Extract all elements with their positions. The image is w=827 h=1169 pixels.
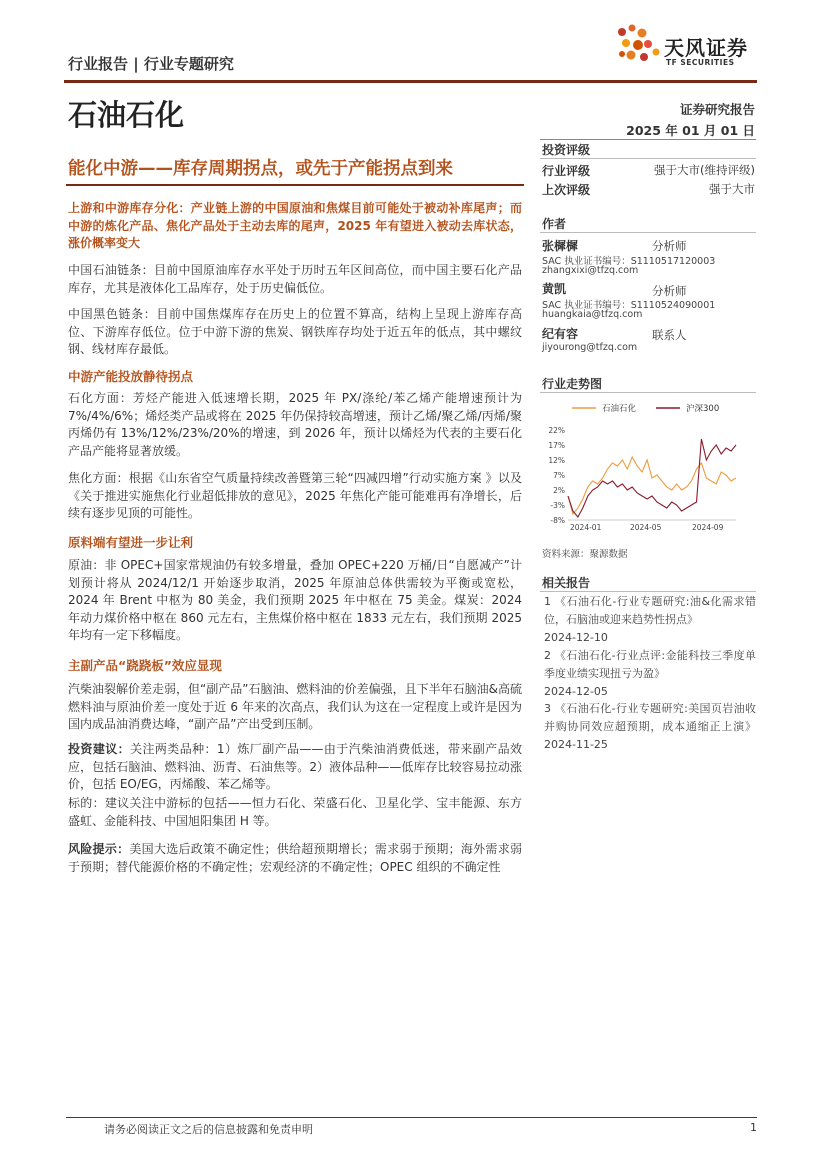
authors-rule — [540, 232, 756, 233]
y-tick-label: 2% — [553, 486, 565, 495]
related-report[interactable] — [544, 700, 756, 754]
related-report-date: 2024-12-05 — [544, 685, 608, 698]
trend-rule — [540, 392, 756, 393]
y-tick-label: -3% — [550, 501, 565, 510]
report-date: 2025 年 01 月 01 日 — [626, 123, 755, 138]
author-name: 纪有容 — [542, 327, 579, 341]
y-tick-label: 12% — [548, 456, 565, 465]
investment-text: 关注两类品种：1）炼厂副产品——由于汽柴油消费低迷，带来副产品效应，包括石脑油、燃料油、沥青、石油焦等。2）液体品种——低库存比较容易拉动涨价，包括 EO/EG，丙烯酸、苯乙烯等。 — [68, 742, 522, 791]
risk-label: 风险提示： — [68, 842, 130, 856]
section-heading-byproduct: 主副产品“跷跷板”效应显现 — [68, 658, 222, 673]
related-report-date: 2024-11-25 — [544, 738, 608, 751]
report-category: 行业报告 | 行业专题研究 — [68, 55, 234, 73]
logo-text-cn: 天风证券 — [664, 36, 748, 60]
petrochem-paragraph: 石化方面：芳烃产能进入低速增长期，2025 年 PX/涤纶/苯乙烯产能增速预计为 7%/4%/6%；烯烃类产品或将在 2025 年仍保持较高增速，预计乙烯/聚乙烯/丙烯/聚丙烯仍有 13%/12%/23%/20%的增速，到 2026 年，预计以烯烃为代表的主要石化产品产能将显著放缓。 — [68, 391, 522, 458]
author-name: 张樨樨 — [542, 239, 579, 253]
disclaimer-note: 请务必阅读正文之后的信息披露和免责申明 — [104, 1123, 313, 1136]
author-email: jiyourong@tfzq.com — [542, 342, 638, 353]
related-report[interactable] — [544, 593, 756, 647]
chart-source: 资料来源：聚源数据 — [542, 549, 628, 560]
header-rule — [64, 80, 757, 83]
y-tick-label: 7% — [553, 471, 565, 480]
author-cert: SAC 执业证书编号：S1110524090001 — [542, 300, 716, 311]
headline-rule — [66, 184, 524, 186]
related-report-date: 2024-12-10 — [544, 631, 608, 644]
author-email: huangkaia@tfzq.com — [542, 309, 643, 320]
rating-rule-top — [540, 139, 756, 140]
coal-chain-paragraph: 中国黑色链条：目前中国焦煤库存在历史上的位置不算高，结构上呈现上游库存高位、下游库存低位。位于中游下游的焦炭、钢铁库存均处于近五年的低点，其中螺纹钢、线材库存最低。 — [68, 307, 522, 356]
y-tick-label: 17% — [548, 441, 565, 450]
rating-title: 投资评级 — [542, 143, 591, 157]
investment-label: 投资建议： — [68, 742, 131, 756]
author-role: 联系人 — [652, 328, 687, 342]
targets-paragraph: 标的：建议关注中游标的包括——恒力石化、荣盛石化、卫星化学、宝丰能源、东方盛虹、金能科技、中国旭阳集团 H 等。 — [68, 796, 522, 828]
sector-title: 石油石化 — [68, 98, 185, 132]
legend-label: 石油石化 — [602, 404, 637, 414]
related-report[interactable] — [544, 647, 756, 701]
x-tick-label: 2024-09 — [692, 523, 724, 532]
x-tick-label: 2024-01 — [570, 523, 602, 532]
author-email: zhangxixi@tfzq.com — [542, 265, 639, 276]
related-report-title[interactable]: 2 《石油石化-行业点评:金能科技三季度单季度业绩实现扭亏为盈》 — [544, 649, 756, 680]
author-role: 分析师 — [652, 239, 687, 253]
byproduct-paragraph: 汽柴油裂解价差走弱，但“副产品”石脑油、燃料油的价差偏强，且下半年石脑油&高硫燃料油与原油价差一度处于近 6 年来的次高点，我们认为这在一定程度上或许是因为国内成品油消费达峰，“副产品”产出受到压制。 — [68, 682, 522, 731]
investment-paragraph — [68, 741, 522, 794]
logo-text-en: TF SECURITIES — [666, 58, 735, 67]
footer-rule — [66, 1117, 757, 1118]
section-heading-feedstock: 原料端有望进一步让利 — [68, 535, 194, 550]
risk-text: 美国大选后政策不确定性；供给超预期增长；需求弱于预期；海外需求弱于预期；替代能源价格的不确定性；宏观经济的不确定性；OPEC 组织的不确定性 — [68, 842, 522, 874]
risk-paragraph — [68, 841, 522, 876]
related-report-title[interactable]: 3 《石油石化-行业专题研究:美国页岩油收并购协同效应超预期，成本通缩正上演》 — [544, 702, 756, 733]
summary-paragraph: 上游和中游库存分化：产业链上游的中国原油和焦煤目前可能处于被动补库尾声；而中游的炼化产品、焦化产品处于主动去库的尾声，2025 年有望进入被动去库状态，涨价概率变大 — [68, 201, 522, 250]
author-cert: SAC 执业证书编号：S1110517120003 — [542, 256, 716, 267]
related-rule — [540, 591, 756, 592]
oil-chain-paragraph: 中国石油链条：目前中国原油库存水平处于历时五年区间高位，而中国主要石化产品库存，尤其是液体化工品库存，处于历史偏低位。 — [68, 263, 522, 295]
rating-rule — [540, 158, 756, 159]
rating-value: 强于大市(维持评级) — [654, 163, 755, 177]
authors-title: 作者 — [542, 217, 567, 231]
related-report-title[interactable]: 1 《石油石化-行业专题研究:油&化需求错位，石脑油或迎来趋势性拐点》 — [544, 595, 756, 626]
report-type: 证券研究报告 — [679, 102, 755, 117]
coking-paragraph: 焦化方面：根据《山东省空气质量持续改善暨第三轮“四减四增”行动实施方案 》以及《关于推进实施焦化行业超低排放的意见》，2025 年焦化产能可能难再有净增长，后续有逐步见顶的可能性。 — [68, 471, 522, 520]
y-tick-label: -8% — [550, 516, 565, 525]
prev-rating-label: 上次评级 — [542, 183, 591, 197]
rating-label: 行业评级 — [542, 164, 591, 178]
prev-rating-value: 强于大市 — [709, 182, 755, 196]
author-name: 黄凯 — [542, 282, 567, 296]
section-heading-capacity: 中游产能投放静待拐点 — [68, 369, 194, 384]
headline: 能化中游——库存周期拐点，或先于产能拐点到来 — [68, 159, 453, 179]
author-role: 分析师 — [652, 284, 687, 298]
related-title: 相关报告 — [542, 576, 591, 590]
page-number: 1 — [750, 1121, 757, 1134]
legend-label: 沪深300 — [686, 404, 720, 414]
trend-title: 行业走势图 — [542, 377, 603, 391]
industry-trend-chart — [540, 396, 756, 536]
series-line — [568, 457, 736, 514]
feedstock-paragraph: 原油：非 OPEC+国家常规油仍有较多增量，叠加 OPEC+220 万桶/日“自愿减产”计划预计将从 2024/12/1 开始逐步取消，2025 年原油总体供需较为平衡或宽松，2024 年 Brent 中枢为 80 美金，我们预期 2025 年中枢在 75 美金。煤炭：2024 年动力煤价格中枢在 860 元左右，主焦煤价格中枢在 1833 元左右，我们预期 2025 年均有一定下移幅度。 — [68, 558, 522, 642]
y-tick-label: 22% — [548, 426, 565, 435]
x-tick-label: 2024-05 — [630, 523, 662, 532]
